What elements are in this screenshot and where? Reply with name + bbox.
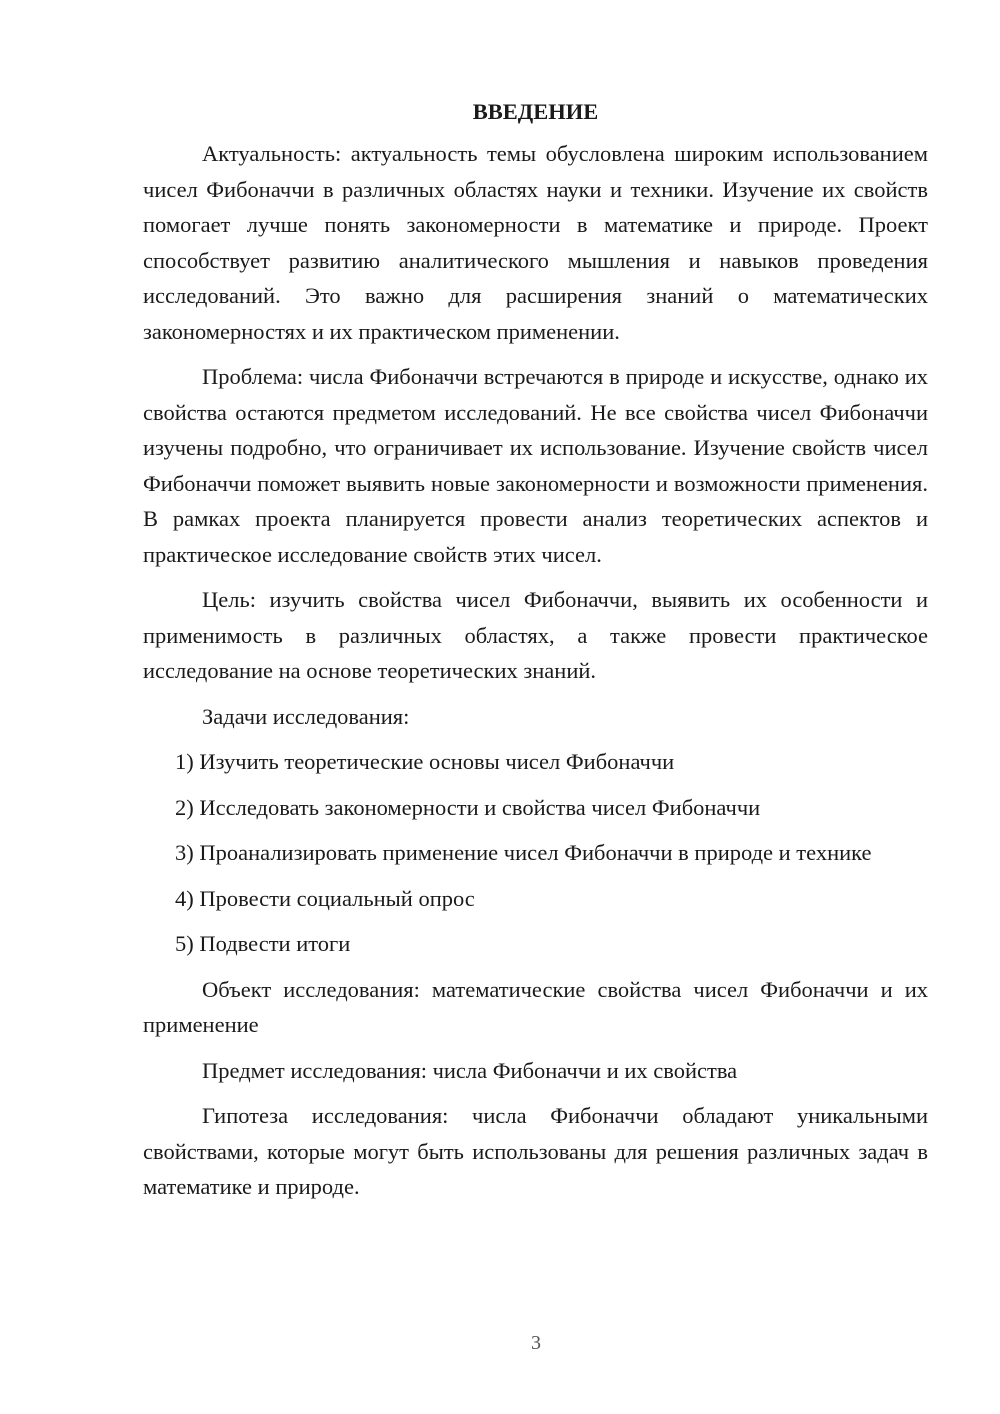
document-body bbox=[143, 96, 928, 1205]
paragraph-object: Объект исследования: математические свойства чисел Фибоначчи и их применение bbox=[143, 976, 928, 1037]
paragraph-tasks-heading: Задачи исследования: bbox=[202, 703, 410, 729]
section-title: ВВЕДЕНИЕ bbox=[472, 99, 599, 124]
task-item-2: 2) Исследовать закономерности и свойства чисел Фибоначчи bbox=[175, 794, 761, 820]
task-item-1: 1) Изучить теоретические основы чисел Фибоначчи bbox=[175, 749, 675, 774]
task-item-3: 3) Проанализировать применение чисел Фибоначчи в природе и технике bbox=[175, 840, 872, 865]
task-item-5: 5) Подвести итоги bbox=[175, 931, 351, 956]
paragraph-subject: Предмет исследования: числа Фибоначчи и их свойства bbox=[202, 1057, 738, 1083]
paragraph-problem: Проблема: числа Фибоначчи встречаются в природе и искусстве, однако их свойства остаются предметом исследований. Не все свойства чисел Фибоначчи изучены подробно, что ограничивает их использование. Изучение свойств чисел Фибоначчи поможет выявить новые закономерности и возможности применения. В рамках проекта планируется провести анализ теоретических аспектов и практическое исследование свойств этих чисел. bbox=[143, 364, 928, 567]
paragraph-relevance: Актуальность: актуальность темы обусловлена широким использованием чисел Фибоначчи в различных областях науки и техники. Изучение их свойств помогает лучше понять закономерности в математике и природе. Проект способствует развитию аналитического мышления и навыков проведения исследований. Это важно для расширения знаний о математических закономерностях и их практическом применении. bbox=[143, 141, 928, 344]
page-number: 3 bbox=[531, 1332, 541, 1354]
paragraph-goal: Цель: изучить свойства чисел Фибоначчи, выявить их особенности и применимость в различных областях, а также провести практическое исследование на основе теоретических знаний. bbox=[143, 587, 928, 683]
paragraph-hypothesis: Гипотеза исследования: числа Фибоначчи обладают уникальными свойствами, которые могут быть использованы для решения различных задач в математике и природе. bbox=[143, 1103, 928, 1199]
task-item-4: 4) Провести социальный опрос bbox=[175, 885, 475, 911]
